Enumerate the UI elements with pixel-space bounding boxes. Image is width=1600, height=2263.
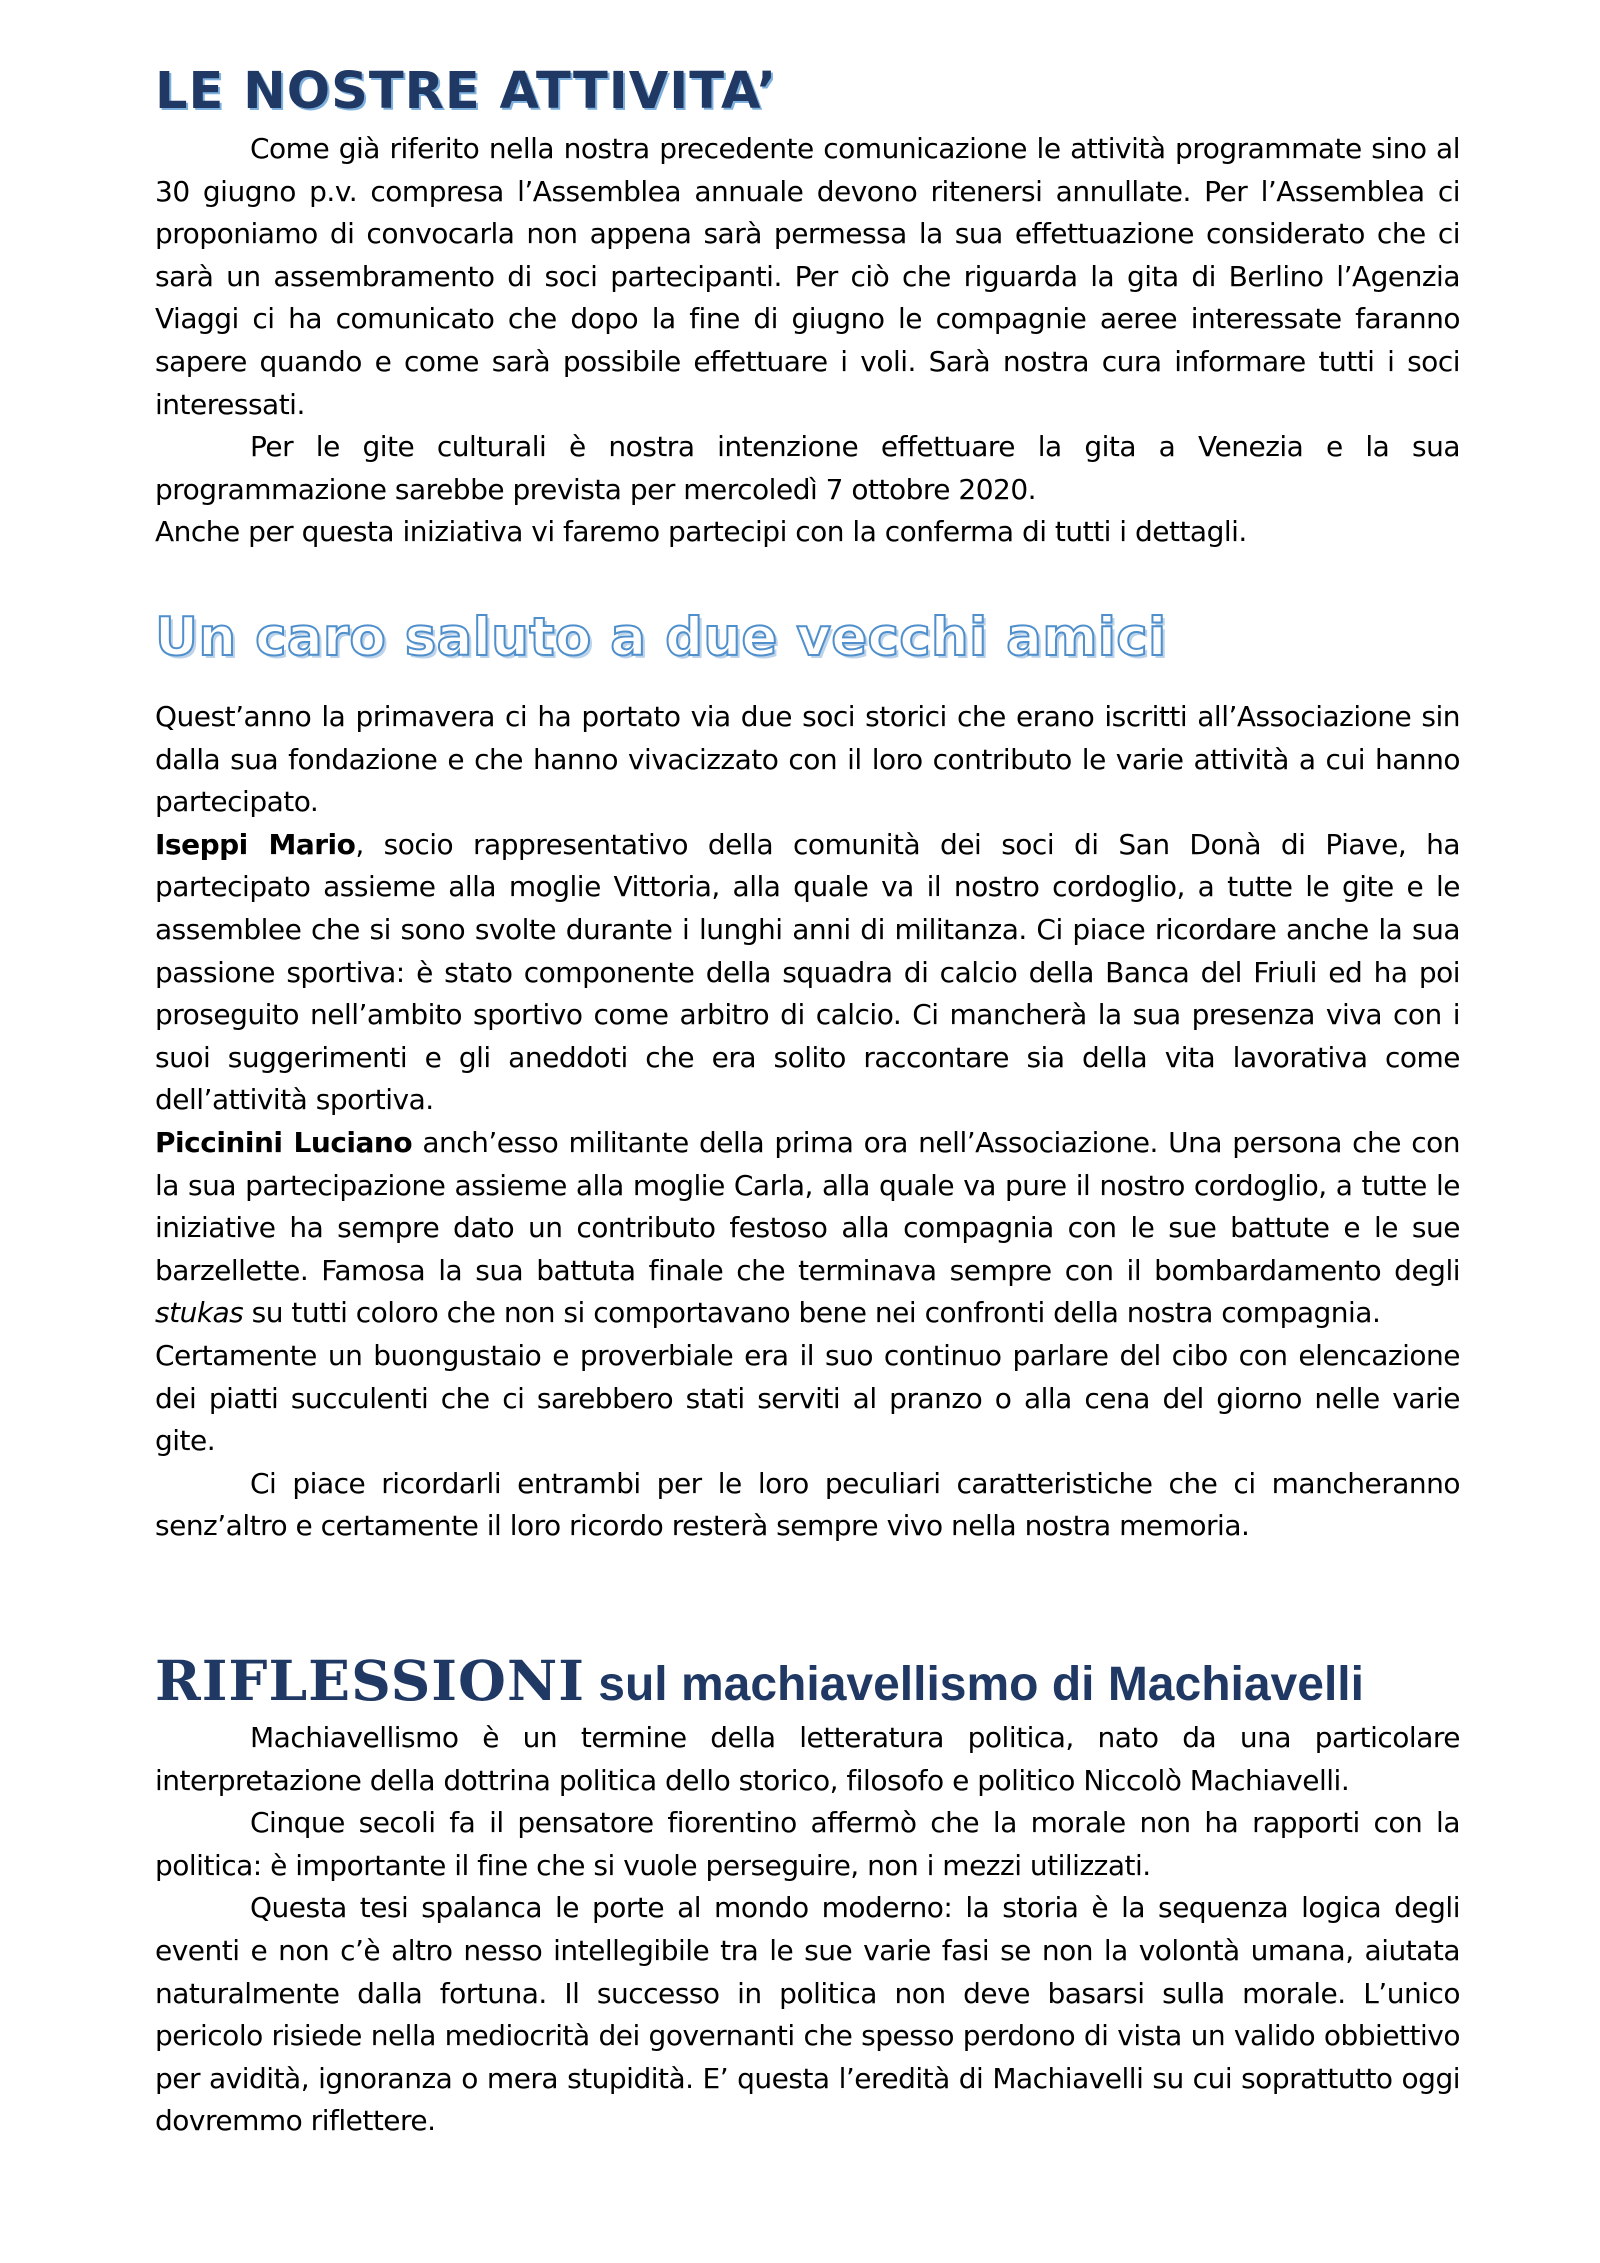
paragraph: Quest’anno la primavera ci ha portato via due soci storici che erano iscritti all’Associazione sin dalla sua fondazione e che hanno vivacizzato con il loro contributo le varie attività a cui hanno partecipato.: [155, 700, 1460, 819]
paragraph: Per le gite culturali è nostra intenzione effettuare la gita a Venezia e la sua programmazione sarebbe prevista per mercoledì 7 ottobre 2020.: [155, 430, 1460, 506]
section-saluto-body: [155, 696, 1460, 1548]
section-riflessioni-body: [155, 1717, 1460, 2143]
paragraph-text: su tutti coloro che non si comportavano bene nei confronti della nostra compagnia.: [243, 1296, 1381, 1330]
section-attivita-body: [155, 128, 1460, 554]
paragraph: [155, 1122, 1460, 1335]
paragraph: Questa tesi spalanca le porte al mondo moderno: la storia è la sequenza logica degli eventi e non c’è altro nesso intellegibile tra le sue varie fasi se non la volontà umana, aiutata naturalmente dalla fortuna. Il successo in politica non deve basarsi sulla morale. L’unico pericolo risiede nella mediocrità dei governanti che spesso perdono di vista un valido obbiettivo per avidità, ignoranza o mera stupidità. E’ questa l’eredità di Machiavelli su cui soprattutto oggi dovremmo riflettere.: [155, 1891, 1460, 2138]
title-subtitle: sul machiavellismo di Machiavelli: [584, 1658, 1364, 1711]
paragraph: Come già riferito nella nostra precedente comunicazione le attività programmate sino al 30 giugno p.v. compresa l’Assemblea annuale devono ritenersi annullate. Per l’Assemblea ci proponiamo di convocarla non appena sarà permessa la sua effettuazione considerato che ci sarà un assembramento di soci partecipanti. Per ciò che riguarda la gita di Berlino l’Agenzia Viaggi ci ha comunicato che dopo la fine di giugno le compagnie aeree interessate faranno sapere quando e come sarà possibile effettuare i voli. Sarà nostra cura informare tutti i soci interessati.: [155, 132, 1460, 421]
title-main: RIFLESSIONI: [155, 1648, 585, 1713]
paragraph-text: , socio rappresentativo della comunità dei soci di San Donà di Piave, ha partecipato assieme alla moglie Vittoria, alla quale va il nostro cordoglio, a tutte le gite e le assemblee che si sono svolte durante i lunghi anni di militanza. Ci piace ricordare anche la sua passione sportiva: è stato componente della squadra di calcio della Banca del Friuli ed ha poi proseguito nell’ambito sportivo come arbitro di calcio. Ci mancherà la sua presenza viva con i suoi suggerimenti e gli aneddoti che era solito raccontare sia della vita lavorativa come dell’attività sportiva.: [155, 827, 1460, 1117]
section-title-riflessioni: [155, 1646, 1364, 1727]
paragraph: Anche per questa iniziativa vi faremo partecipi con la conferma di tutti i dettagli.: [155, 515, 1247, 549]
paragraph: [155, 824, 1460, 1122]
paragraph: Certamente un buongustaio e proverbiale era il suo continuo parlare del cibo con elencazione dei piatti succulenti che ci sarebbero stati serviti al pranzo o alla cena del giorno nelle varie gite.: [155, 1338, 1460, 1458]
section-title-saluto: Un caro saluto a due vecchi amici: [155, 607, 1167, 668]
paragraph: Machiavellismo è un termine della letteratura politica, nato da una particolare interpretazione della dottrina politica dello storico, filosofo e politico Niccolò Machiavelli.: [155, 1721, 1460, 1797]
person-name: Iseppi Mario: [155, 827, 356, 861]
italic-term: stukas: [155, 1296, 244, 1330]
person-name: Piccinini Luciano: [155, 1125, 413, 1159]
paragraph-text: anch’esso militante della prima ora nell’Associazione. Una persona che con la sua partecipazione assieme alla moglie Carla, alla quale va pure il nostro cordoglio, a tutte le iniziative ha sempre dato un contributo festoso alla compagnia con le sue battute e le sue barzellette. Famosa la sua battuta finale che terminava sempre con il bombardamento degli: [155, 1125, 1460, 1287]
section-title-attivita: LE NOSTRE ATTIVITA’: [155, 62, 778, 121]
paragraph: Ci piace ricordarli entrambi per le loro peculiari caratteristiche che ci mancheranno senz’altro e certamente il loro ricordo resterà sempre vivo nella nostra memoria.: [155, 1466, 1460, 1543]
paragraph: Cinque secoli fa il pensatore fiorentino affermò che la morale non ha rapporti con la politica: è importante il fine che si vuole perseguire, non i mezzi utilizzati.: [155, 1806, 1460, 1882]
